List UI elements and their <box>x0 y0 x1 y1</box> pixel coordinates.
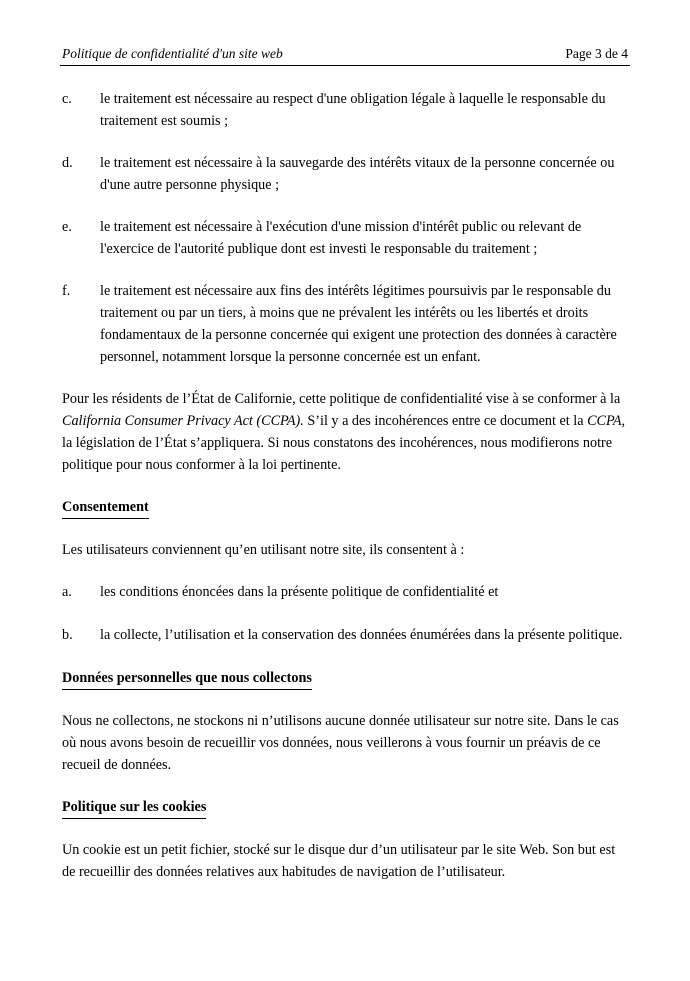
list-marker: a. <box>62 584 72 600</box>
list-item <box>62 88 632 132</box>
header-title: Politique de confidentialité d'un site web <box>62 46 283 61</box>
list-marker: b. <box>62 627 73 643</box>
list-item-text: la collecte, l’utilisation et la conservation des données énumérées dans la présente politique. <box>100 627 623 643</box>
consent-intro: Les utilisateurs conviennent qu’en utilisant notre site, ils consentent à : <box>62 542 465 558</box>
ccpa-text-1: Pour les résidents de l’État de Californie, cette politique de confidentialité vise à se conformer à la <box>62 391 621 407</box>
page-number: Page 3 de 4 <box>565 46 628 61</box>
list-marker: e. <box>62 219 72 235</box>
ccpa-paragraph <box>62 388 632 476</box>
page-header <box>60 45 630 66</box>
document-body <box>62 88 632 903</box>
personal-data-heading: Données personnelles que nous collectons <box>62 668 312 690</box>
ccpa-abbr: CCPA <box>587 413 622 429</box>
list-item <box>62 280 632 368</box>
ccpa-text-3: , la législation de l’État s’appliquera. Si nous constatons des incohérences, nous modifierons notre politique pour nous conformer à la loi pertinente. <box>62 413 626 473</box>
list-item <box>62 581 632 603</box>
ccpa-text-2: S’il y a des incohérences entre ce document et la <box>303 413 588 429</box>
list-item-text: le traitement est nécessaire au respect d'une obligation légale à laquelle le responsable du traitement est soumis ; <box>100 91 606 129</box>
list-marker: c. <box>62 91 72 107</box>
list-item <box>62 624 632 646</box>
personal-data-paragraph: Nous ne collectons, ne stockons ni n’utilisons aucune donnée utilisateur sur notre site. Dans le cas où nous avons besoin de recueillir vos données, nous veillerons à vous fournir un préavis de ce recueil de données. <box>62 713 619 773</box>
list-marker: f. <box>62 283 71 299</box>
cookies-heading: Politique sur les cookies <box>62 797 206 819</box>
list-item <box>62 216 632 260</box>
list-item-text: le traitement est nécessaire aux fins des intérêts légitimes poursuivis par le responsable du traitement ou par un tiers, à moins que ne prévalent les intérêts ou les libertés et droits fondamentaux de la personne concernée qui exigent une protection des données à caractère personnel, notamment lorsque la personne concernée est un enfant. <box>100 283 617 365</box>
list-item-text: le traitement est nécessaire à l'exécution d'une mission d'intérêt public ou relevant de l'exercice de l'autorité publique dont est investi le responsable du traitement ; <box>100 219 582 257</box>
consent-heading: Consentement <box>62 497 149 519</box>
ccpa-act-name: California Consumer Privacy Act (CCPA). <box>62 413 304 429</box>
list-item-text: les conditions énoncées dans la présente politique de confidentialité et <box>100 584 499 600</box>
list-item-text: le traitement est nécessaire à la sauvegarde des intérêts vitaux de la personne concernée ou d'une autre personne physique ; <box>100 155 615 193</box>
cookies-paragraph: Un cookie est un petit fichier, stocké sur le disque dur d’un utilisateur par le site Web. Son but est de recueillir des données relatives aux habitudes de navigation de l’utilisateur. <box>62 842 616 880</box>
list-marker: d. <box>62 155 73 171</box>
list-item <box>62 152 632 196</box>
